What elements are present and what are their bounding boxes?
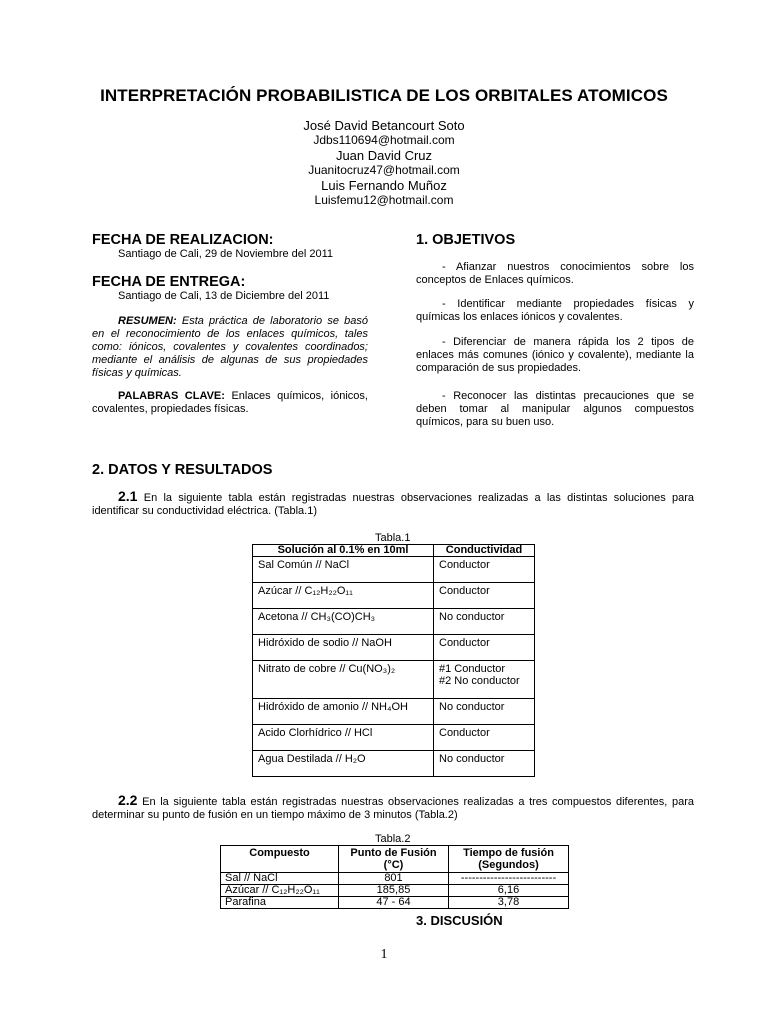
- table-row: [253, 609, 535, 635]
- page-number: 1: [380, 947, 388, 962]
- entrega-heading: FECHA DE ENTREGA:: [92, 274, 246, 290]
- table-cell: Sal Común // NaCl: [253, 557, 434, 583]
- author-email: Luisfemu12@hotmail.com: [314, 193, 454, 207]
- palabras-clave-paragraph: [92, 390, 368, 416]
- table-cell: Acetona // CH₃(CO)CH₃: [253, 609, 434, 635]
- table-cell: --------------------------: [449, 873, 569, 885]
- cell-line: #1 Conductor: [439, 663, 506, 675]
- table-row: [253, 661, 535, 699]
- palabras-clave-text: Enlaces químicos, iónicos, covalentes, propiedades físicas.: [92, 390, 368, 415]
- table-cell: 185,85: [339, 885, 449, 897]
- table-row: [253, 725, 535, 751]
- datos-heading: 2. DATOS Y RESULTADOS: [92, 462, 273, 478]
- column-header: Conductividad: [434, 545, 535, 557]
- table-row: [253, 635, 535, 661]
- table-cell: [434, 661, 535, 699]
- resumen-label: RESUMEN:: [118, 315, 177, 327]
- section-number: 2.1: [118, 488, 138, 504]
- column-header: Punto de Fusión (°C): [339, 846, 449, 873]
- objetivo-item: - Diferenciar de manera rápida los 2 tipos de enlaces más comunes (iónico y covalente), mediante la comparación de sus propiedades.: [416, 336, 694, 374]
- table-cell: Sal // NaCl: [221, 873, 339, 885]
- objetivos-heading: 1. OBJETIVOS: [416, 232, 516, 248]
- column-header: Compuesto: [221, 846, 339, 873]
- tabla2-caption: Tabla.2: [375, 833, 411, 845]
- author-email: Jdbs110694@hotmail.com: [313, 133, 455, 147]
- table-cell: No conductor: [434, 609, 535, 635]
- table-row: [253, 751, 535, 777]
- realizacion-heading: FECHA DE REALIZACION:: [92, 232, 274, 248]
- author-name: Juan David Cruz: [335, 148, 433, 163]
- table-row: [221, 885, 569, 897]
- table-row: [221, 873, 569, 885]
- datos-paragraph-1: [92, 490, 694, 518]
- tabla2: [220, 845, 569, 909]
- resumen-text: Esta práctica de laboratorio se basó en el reconocimiento de los enlaces químicos, tales como: iónicos, covalentes y covalentes coordinados; mediante el análisis de algunas de sus propiedades físicas y químicas.: [92, 315, 368, 379]
- table-cell: Azúcar // C₁₂H₂₂O₁₁: [253, 583, 434, 609]
- tabla1: [252, 544, 535, 777]
- table-cell: Hidróxido de amonio // NH₄OH: [253, 699, 434, 725]
- discusion-heading: 3. DISCUSIÓN: [416, 913, 503, 928]
- column-header: Solución al 0.1% en 10ml: [253, 545, 434, 557]
- author-name: José David Betancourt Soto: [303, 118, 465, 133]
- paragraph-text: En la siguiente tabla están registradas nuestras observaciones realizadas a tres compuestos diferentes, para determinar su punto de fusión en un tiempo máximo de 3 minutos (Tabla.2): [92, 796, 694, 821]
- table-header-row: [221, 846, 569, 873]
- realizacion-date: Santiago de Cali, 29 de Noviembre del 2011: [118, 248, 334, 260]
- resumen-paragraph: [92, 315, 368, 380]
- document-title: INTERPRETACIÓN PROBABILISTICA DE LOS ORBITALES ATOMICOS: [100, 86, 668, 105]
- table-cell: Azúcar // C₁₂H₂₂O₁₁: [221, 885, 339, 897]
- table-cell: No conductor: [434, 699, 535, 725]
- table-cell: 47 - 64: [339, 897, 449, 909]
- table-row: [253, 583, 535, 609]
- table-cell: 3,78: [449, 897, 569, 909]
- tabla1-caption: Tabla.1: [375, 532, 411, 544]
- table-cell: Conductor: [434, 583, 535, 609]
- objetivo-item: - Afianzar nuestros conocimientos sobre los conceptos de Enlaces químicos.: [416, 261, 694, 286]
- table-cell: Conductor: [434, 635, 535, 661]
- table-row: [253, 699, 535, 725]
- table-cell: Parafina: [221, 897, 339, 909]
- table-header-row: [253, 545, 535, 557]
- objetivo-item: - Identificar mediante propiedades físicas y químicas los enlaces iónicos y covalentes.: [416, 298, 694, 323]
- entrega-date: Santiago de Cali, 13 de Diciembre del 2011: [118, 290, 330, 302]
- column-header: Tiempo de fusión (Segundos): [449, 846, 569, 873]
- datos-paragraph-2: [92, 794, 694, 822]
- table-cell: Conductor: [434, 557, 535, 583]
- table-cell: Conductor: [434, 725, 535, 751]
- table-cell: Nitrato de cobre // Cu(NO₃)₂: [253, 661, 434, 699]
- table-cell: Hidróxido de sodio // NaOH: [253, 635, 434, 661]
- table-row: [221, 897, 569, 909]
- table-cell: 801: [339, 873, 449, 885]
- palabras-clave-label: PALABRAS CLAVE:: [118, 390, 225, 402]
- table-cell: Acido Clorhídrico // HCl: [253, 725, 434, 751]
- cell-line: #2 No conductor: [439, 675, 520, 687]
- section-number: 2.2: [118, 792, 138, 808]
- table-cell: Agua Destilada // H₂O: [253, 751, 434, 777]
- table-cell: 6,16: [449, 885, 569, 897]
- objetivo-item: - Reconocer las distintas precauciones que se deben tomar al manipular algunos compuestos químicos, para su buen uso.: [416, 390, 694, 428]
- author-name: Luis Fernando Muñoz: [321, 178, 447, 193]
- paragraph-text: En la siguiente tabla están registradas nuestras observaciones realizadas a las distintas soluciones para identificar su conductividad eléctrica. (Tabla.1): [92, 492, 694, 517]
- table-cell: No conductor: [434, 751, 535, 777]
- authors-block: [0, 118, 768, 208]
- author-email: Juanitocruz47@hotmail.com: [308, 163, 460, 177]
- table-row: [253, 557, 535, 583]
